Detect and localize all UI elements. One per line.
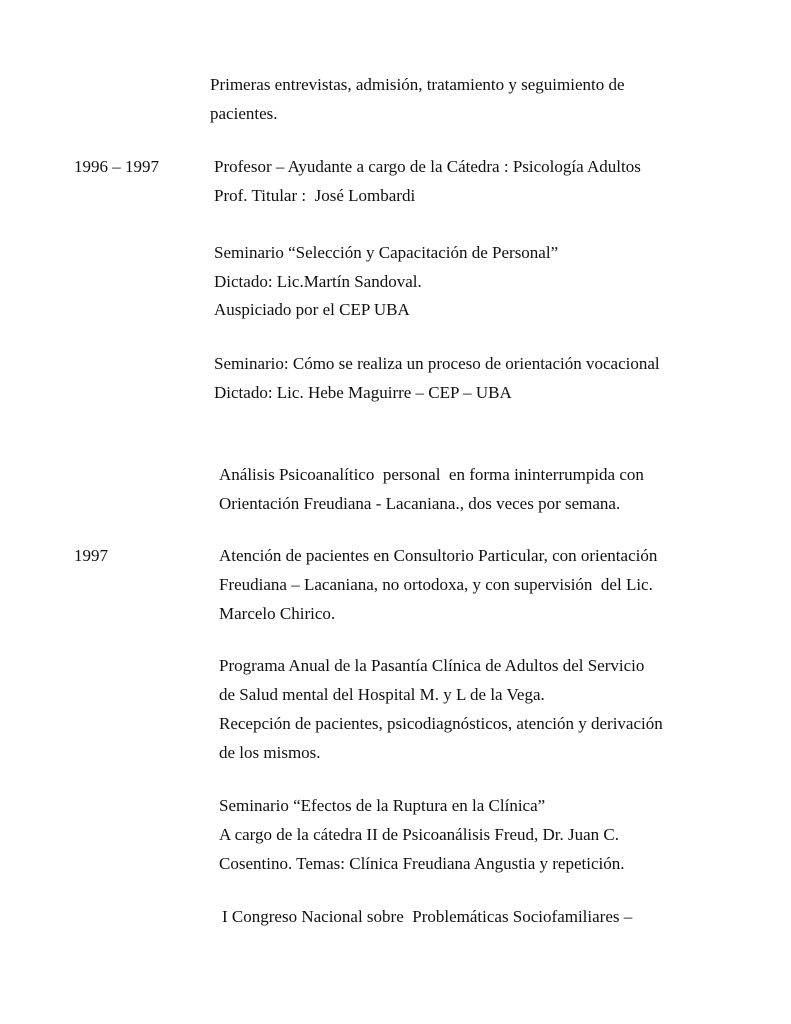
entry-text-line: de los mismos.	[219, 743, 321, 762]
entry-text-line: Marcelo Chirico.	[219, 604, 336, 623]
entry-text-line: Seminario: Cómo se realiza un proceso de orientación vocacional	[214, 354, 660, 373]
entry-text-line: Dictado: Lic. Hebe Maguirre – CEP – UBA	[214, 383, 512, 402]
entry-text-line: I Congreso Nacional sobre Problemáticas Sociofamiliares –	[222, 907, 633, 926]
entry-text-line: Seminario “Selección y Capacitación de Personal”	[214, 243, 559, 262]
entry-text-line: de Salud mental del Hospital M. y L de la Vega.	[219, 685, 545, 704]
entry-text-line: Atención de pacientes en Consultorio Particular, con orientación	[219, 546, 658, 565]
entry-text-line: Análisis Psicoanalítico personal en forma ininterrumpida con	[219, 465, 644, 484]
entry-text-line: Prof. Titular : José Lombardi	[214, 186, 416, 205]
entry-text-line: Primeras entrevistas, admisión, tratamiento y seguimiento de	[210, 75, 625, 94]
entry-year: 1996 – 1997	[74, 157, 159, 176]
entry-year: 1997	[74, 546, 108, 565]
entry-text-line: Freudiana – Lacaniana, no ortodoxa, y con supervisión del Lic.	[219, 575, 653, 594]
entry-text-line: Programa Anual de la Pasantía Clínica de Adultos del Servicio	[219, 656, 645, 675]
entry-text-line: A cargo de la cátedra II de Psicoanálisis Freud, Dr. Juan C.	[219, 825, 620, 844]
entry-text-line: Auspiciado por el CEP UBA	[214, 300, 410, 319]
entry-text-line: Profesor – Ayudante a cargo de la Cátedra : Psicología Adultos	[214, 157, 641, 176]
entry-text-line: Orientación Freudiana - Lacaniana., dos veces por semana.	[219, 494, 621, 513]
entry-text-line: Recepción de pacientes, psicodiagnósticos, atención y derivación	[219, 714, 663, 733]
entry-text-line: Cosentino. Temas: Clínica Freudiana Angustia y repetición.	[219, 854, 625, 873]
entry-text-line: pacientes.	[210, 104, 278, 123]
entry-text-line: Dictado: Lic.Martín Sandoval.	[214, 272, 422, 291]
entry-text-line: Seminario “Efectos de la Ruptura en la Clínica”	[219, 796, 546, 815]
